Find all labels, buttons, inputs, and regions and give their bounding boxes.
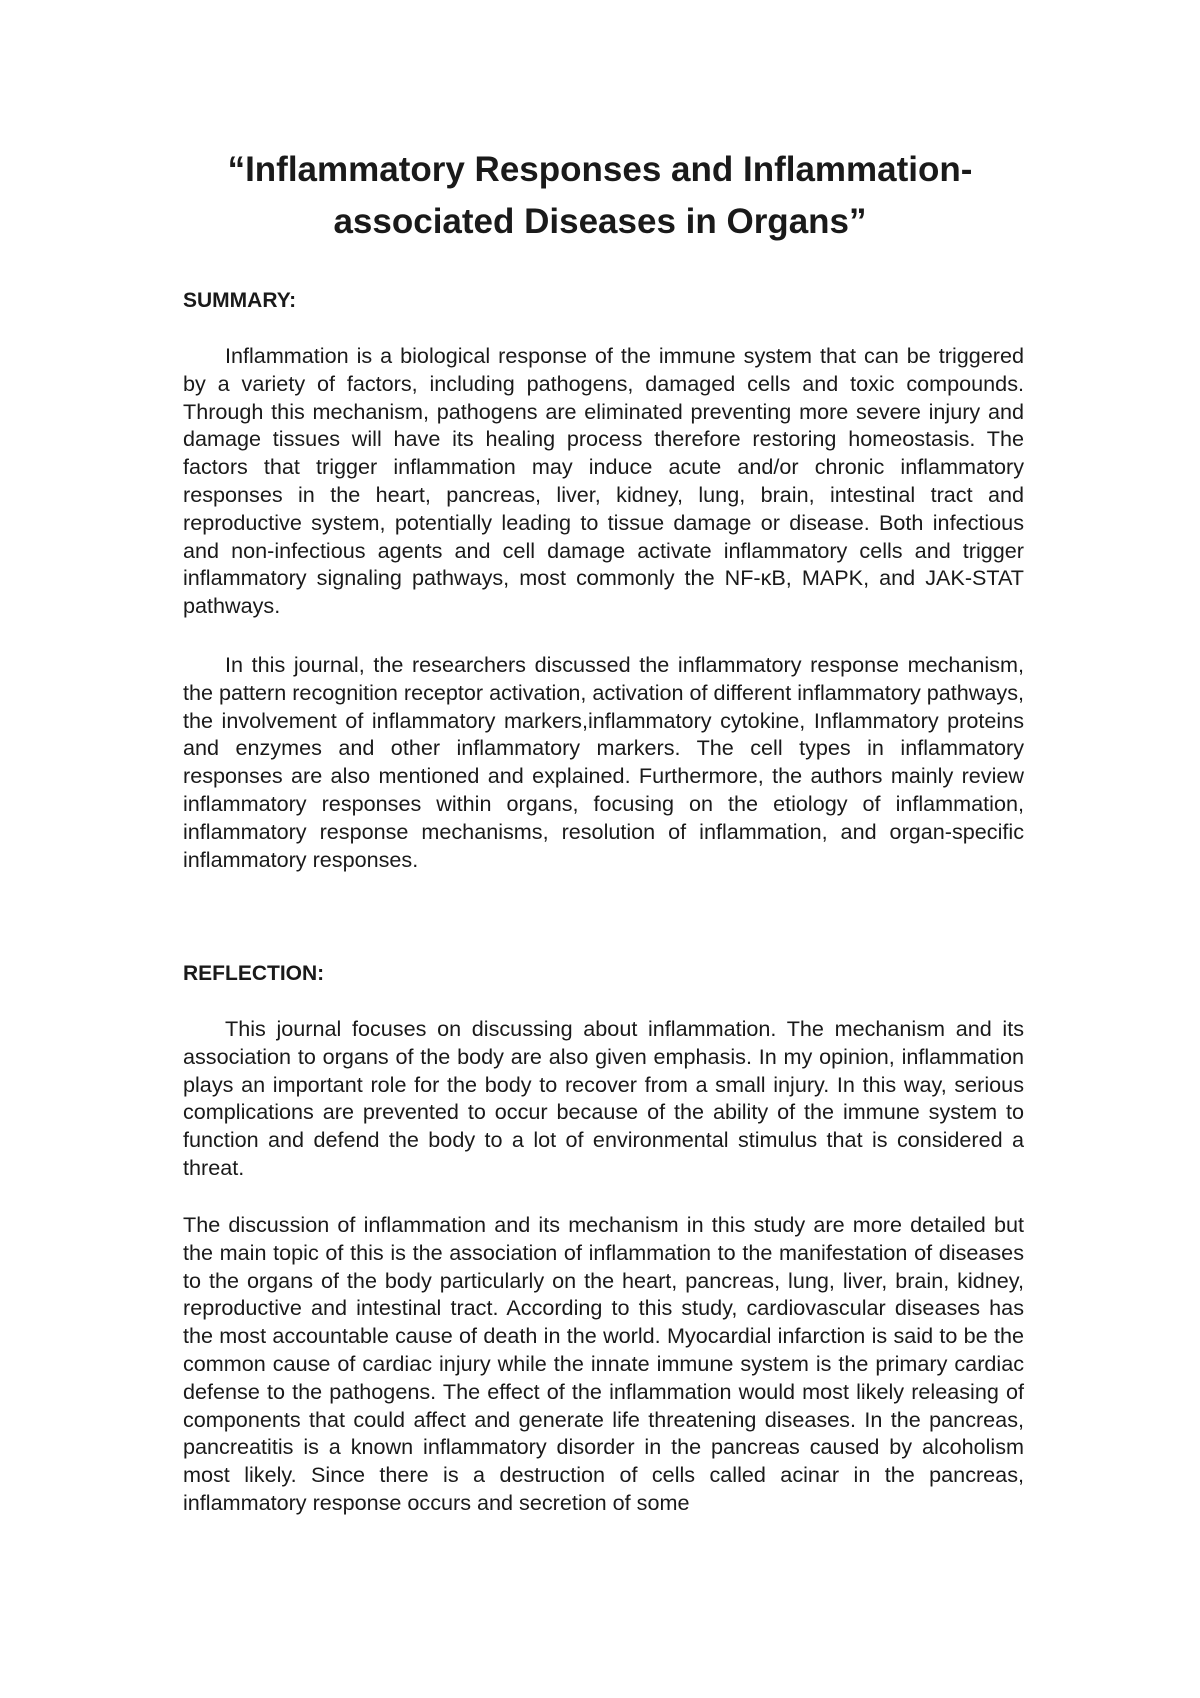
summary-heading: SUMMARY: [183,289,297,312]
document-title: “Inflammatory Responses and Inflammation-associated Diseases in Organs” [227,150,973,241]
reflection-paragraph-2: The discussion of inflammation and its mechanism in this study are more detailed but the main topic of this is the association of inflammation to the manifestation of diseases to the organs of the body particularly on the heart, pancreas, lung, liver, brain, kidney, reproductive and intestinal tract. According to this study, cardiovascular diseases has the most accountable cause of death in the world. Myocardial infarction is said to be the common cause of cardiac injury while the innate immune system is the primary cardiac defense to the pathogens. The effect of the inflammation would most likely releasing of components that could affect and generate life threatening diseases. In the pancreas, pancreatitis is a known inflammatory disorder in the pancreas caused by alcoholism most likely. Since there is a destruction of cells called acinar in the pancreas, inflammatory response occurs and secretion of some [183,1212,1024,1515]
summary-paragraph-1: Inflammation is a biological response of the immune system that can be triggered by a variety of factors, including pathogens, damaged cells and toxic compounds. Through this mechanism, pathogens are eliminated preventing more severe injury and damage tissues will have its healing process therefore restoring homeostasis. The factors that trigger inflammation may induce acute and/or chronic inflammatory responses in the heart, pancreas, liver, kidney, lung, brain, intestinal tract and reproductive system, potentially leading to tissue damage or disease. Both infectious and non-infectious agents and cell damage activate inflammatory cells and trigger inflammatory signaling pathways, most commonly the NF-κB, MAPK, and JAK-STAT pathways. [183,343,1024,619]
summary-paragraph-2: In this journal, the researchers discussed the inflammatory response mechanism, the pattern recognition receptor activation, activation of different inflammatory pathways, the involvement of inflammatory markers,inflammatory cytokine, Inflammatory proteins and enzymes and other inflammatory markers. The cell types in inflammatory responses are also mentioned and explained. Furthermore, the authors mainly review inflammatory responses within organs, focusing on the etiology of inflammation, inflammatory response mechanisms, resolution of inflammation, and organ-specific inflammatory responses. [183,652,1025,872]
reflection-paragraph-1: This journal focuses on discussing about inflammation. The mechanism and its association to organs of the body are also given emphasis. In my opinion, inflammation plays an important role for the body to recover from a small injury. In this way, serious complications are prevented to occur because of the ability of the immune system to function and defend the body to a lot of environmental stimulus that is considered a threat. [183,1016,1024,1180]
reflection-heading: REFLECTION: [183,962,325,985]
